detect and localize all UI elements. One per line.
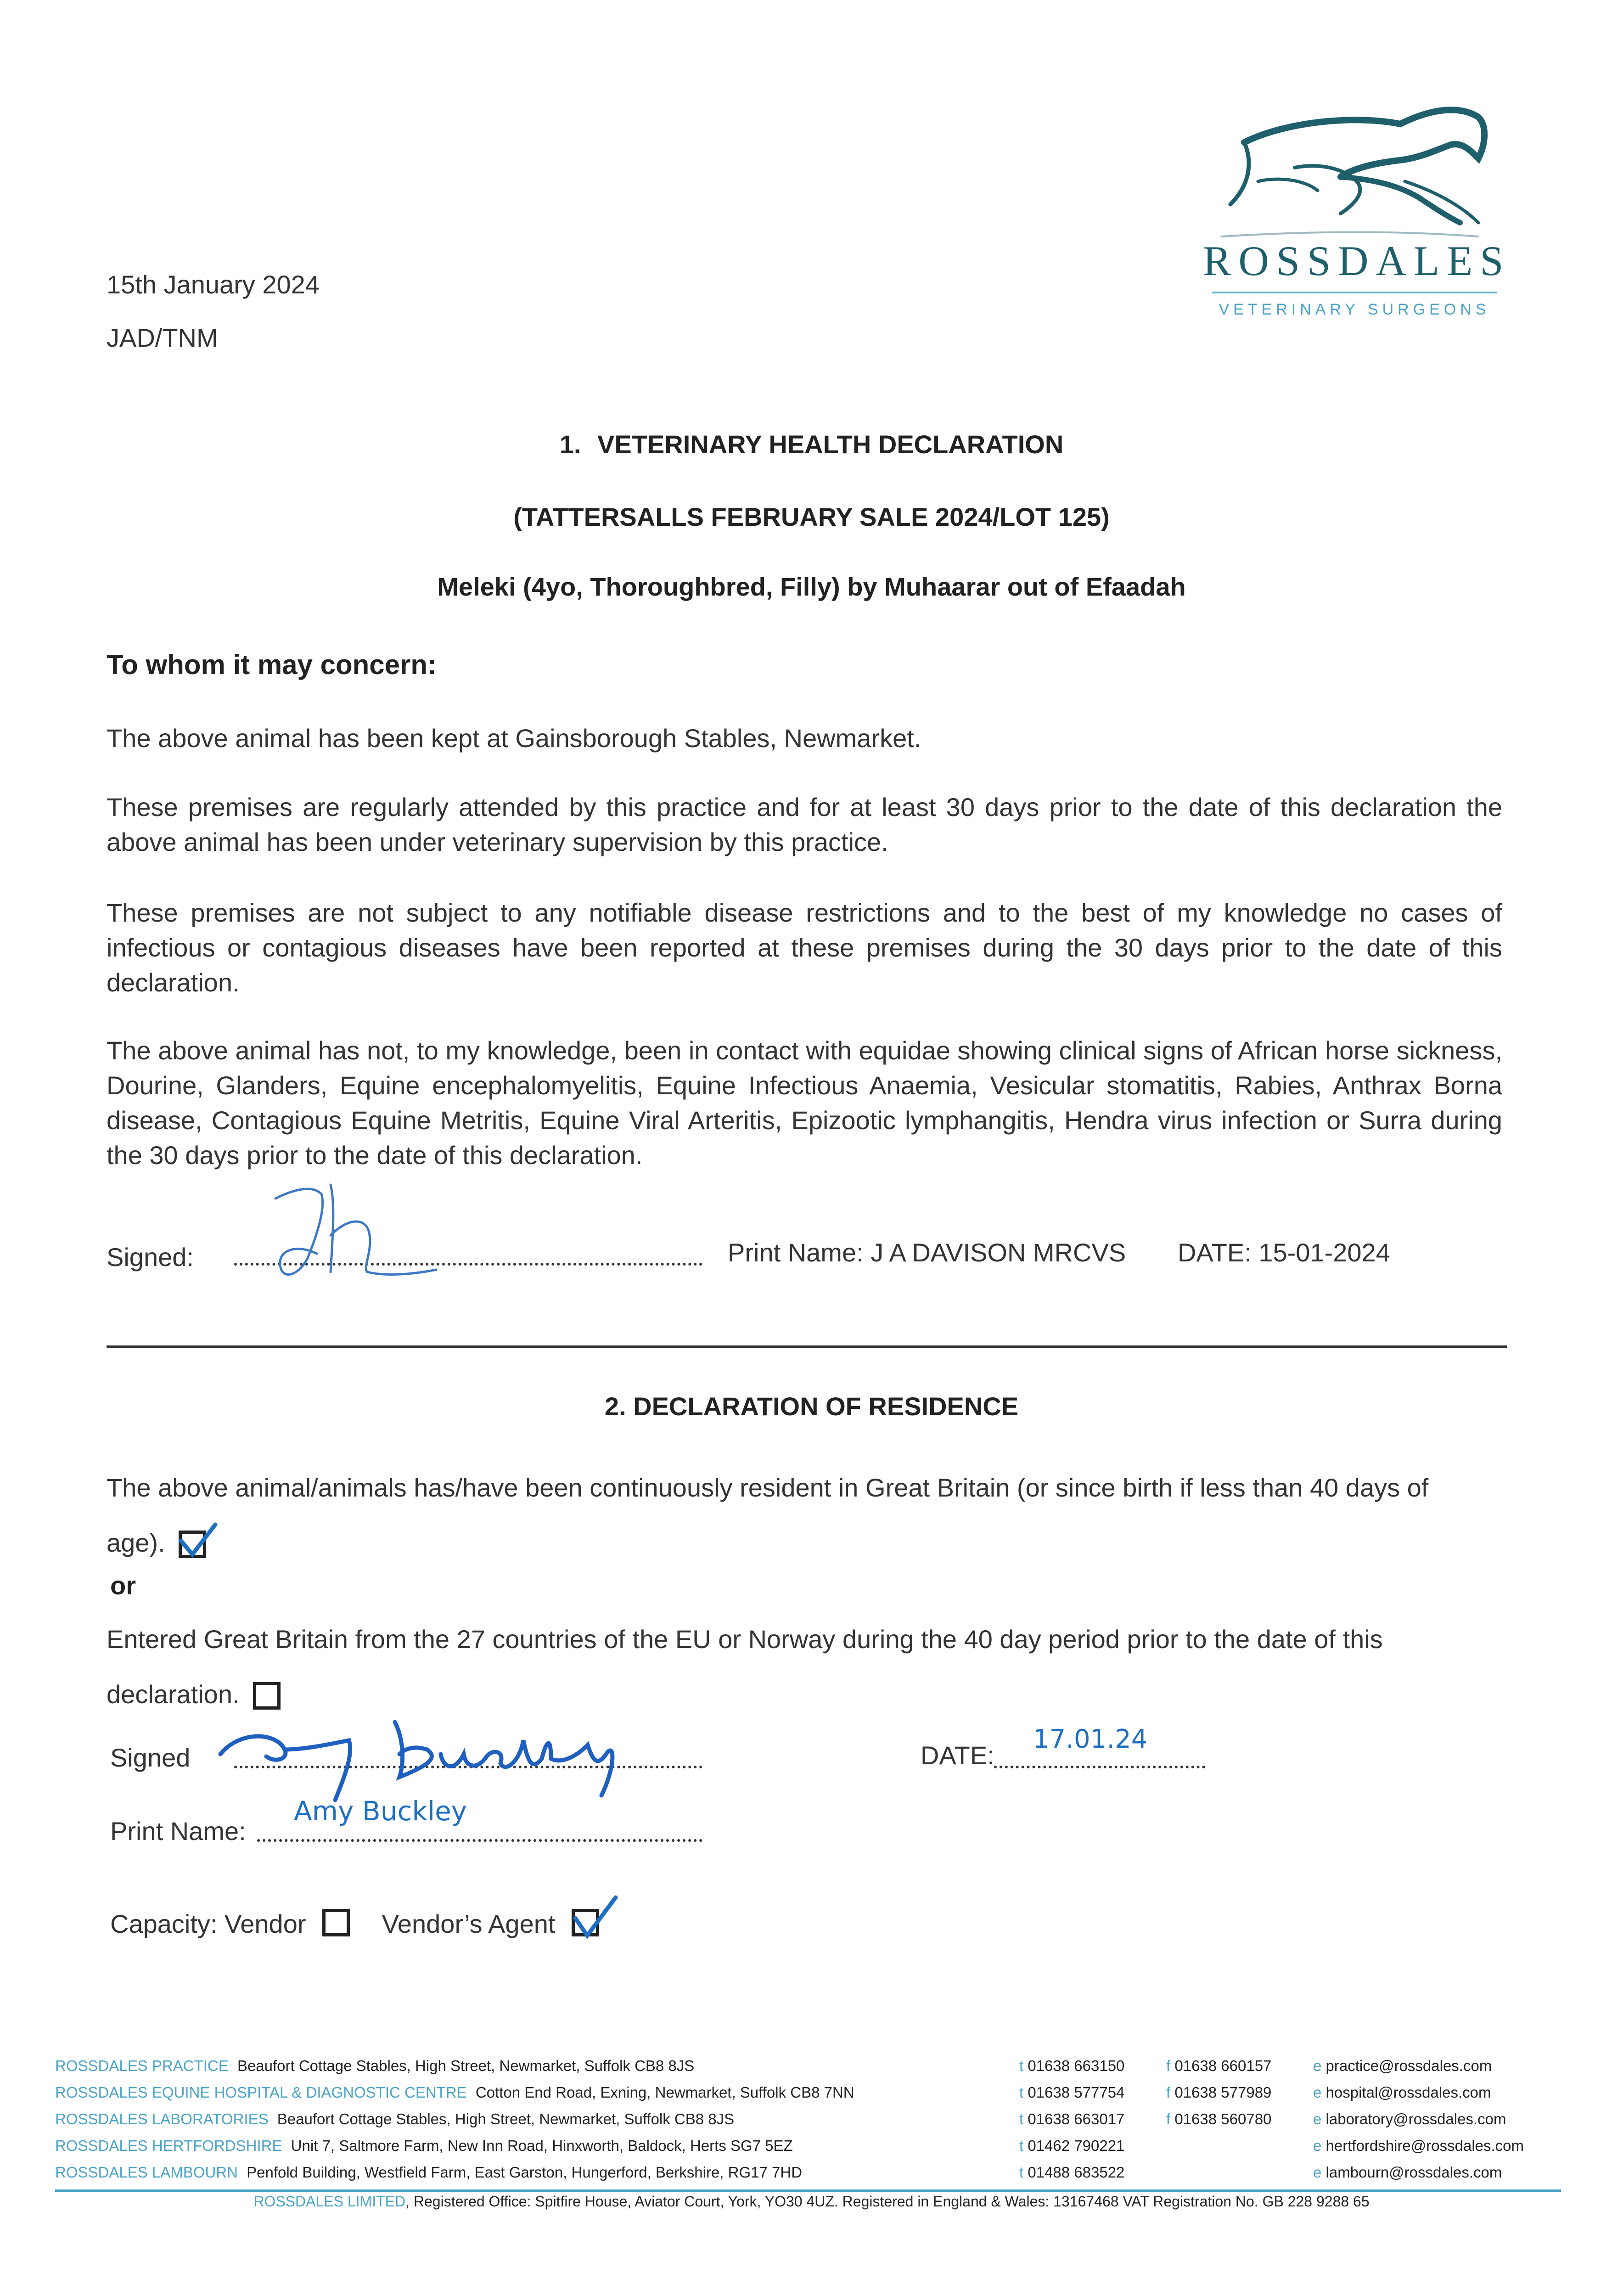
footer-lambourn-name: ROSSDALES LAMBOURN [55, 2164, 238, 2181]
footer-row: ROSSDALES PRACTICE Beaufort Cottage Stables, High Street, Newmarket, Suffolk CB8 8JS t 01638 663150 f 01638 660157 e practice@rossdales.com [55, 2057, 1492, 2074]
logo-subtitle: VETERINARY SURGEONS [1219, 301, 1490, 318]
salutation: To whom it may concern: [107, 649, 437, 680]
vet-signature-scribble-icon [248, 1166, 441, 1286]
footer-hertfordshire-name: ROSSDALES HERTFORDSHIRE [55, 2137, 282, 2154]
footer-laboratories-name: ROSSDALES LABORATORIES [55, 2110, 269, 2127]
vendor-checkbox[interactable] [322, 1909, 356, 1943]
agent-signature [211, 1713, 661, 1805]
agent-print-name-label: Print Name: [110, 1817, 246, 1846]
footer-hertfordshire-address: Unit 7, Saltmore Farm, New Inn Road, Hinxworth, Baldock, Herts SG7 5EZ [291, 2137, 793, 2154]
footer-hospital-address: Cotton End Road, Exning, Newmarket, Suffolk CB8 7NN [475, 2084, 854, 2101]
agent-signed-label: Signed [110, 1743, 191, 1772]
residence-option-2-text: Entered Great Britain from the 27 countries of the EU or Norway during the 40 day period prior to the date of this declaration. [107, 1625, 1383, 1709]
footer-hospital-fax: 01638 577989 [1174, 2084, 1272, 2101]
section1-heading [0, 427, 1623, 462]
footer-laboratories-fax: 01638 560780 [1174, 2110, 1272, 2127]
vet-signed-label: Signed: [107, 1243, 194, 1272]
section1-title: VETERINARY HEALTH DECLARATION [597, 430, 1064, 459]
section-divider [107, 1345, 1507, 1348]
section2-heading: 2. DECLARATION OF RESIDENCE [604, 1392, 1019, 1421]
footer-row: ROSSDALES EQUINE HOSPITAL & DIAGNOSTIC CENTRE Cotton End Road, Exning, Newmarket, Suffolk CB8 7NN t 01638 577754 f 01638 577989 e hospital@rossdales.com [55, 2084, 1491, 2101]
footer-hospital-tel: 01638 577754 [1028, 2084, 1125, 2101]
horse-logo-icon [1203, 99, 1506, 246]
footer-practice-tel: 01638 663150 [1028, 2057, 1125, 2074]
agent-print-name-value[interactable]: Amy Buckley [294, 1795, 467, 1827]
footer-laboratories-address: Beaufort Cottage Stables, High Street, Newmarket, Suffolk CB8 8JS [277, 2110, 735, 2127]
footer-practice-email[interactable]: practice@rossdales.com [1325, 2057, 1492, 2074]
agent-print-name-line [257, 1839, 702, 1842]
capacity-vendor-label: Capacity: Vendor [110, 1909, 306, 1938]
footer-contacts [55, 2053, 1570, 2186]
paragraph-premises: These premises are not subject to any notifiable disease restrictions and to the best of my knowledge no cases of infectious or contagious diseases have been reported at these premises during the 30 days prior to the date of this declaration. [107, 898, 1502, 997]
residence-option-1-checkbox[interactable] [179, 1528, 213, 1562]
footer-hospital-name: ROSSDALES EQUINE HOSPITAL & DIAGNOSTIC CENTRE [55, 2084, 467, 2101]
letter-reference: JAD/TNM [107, 323, 218, 352]
paragraph-diseases: The above animal has not, to my knowledge, been in contact with equidae showing clinical signs of African horse sickness, Dourine, Glanders, Equine encephalomyelitis, Equine Infectious Anaemia, Vesicular stomatitis, Rabies, Anthrax Borna disease, Contagious Equine Metritis, Equine Viral Arteritis, Epizootic lymphangitis, Hendra virus infection or Surra during the 30 days prior to the date of this declaration. [107, 1036, 1502, 1170]
logo-name: ROSSDALES [1203, 237, 1511, 284]
rossdales-logo [1203, 99, 1511, 338]
vendors-agent-label: Vendor’s Agent [382, 1909, 556, 1938]
section1-subheading: (TATTERSALLS FEBRUARY SALE 2024/LOT 125) [513, 502, 1110, 531]
agent-date-line [994, 1766, 1205, 1768]
residence-option-2-checkbox[interactable] [253, 1679, 287, 1713]
paragraph-supervision: These premises are regularly attended by this practice and for at least 30 days prior to the date of this declaration the above animal has been under veterinary supervision by this practice. [107, 793, 1502, 856]
footer-practice-fax: 01638 660157 [1174, 2057, 1272, 2074]
footer-lambourn-address: Penfold Building, Westfield Farm, East Garston, Hungerford, Berkshire, RG17 7HD [247, 2164, 803, 2181]
footer-laboratories-email[interactable]: laboratory@rossdales.com [1325, 2110, 1506, 2127]
footer-limited-name: ROSSDALES LIMITED [253, 2193, 406, 2210]
capacity-row [110, 1901, 606, 1947]
footer-hospital-email[interactable]: hospital@rossdales.com [1325, 2084, 1491, 2101]
paragraph-kept-at: The above animal has been kept at Gainsborough Stables, Newmarket. [107, 724, 921, 753]
footer-practice-address: Beaufort Cottage Stables, High Street, Newmarket, Suffolk CB8 8JS [237, 2057, 695, 2074]
vendors-agent-checkbox[interactable] [572, 1909, 606, 1943]
residence-option-1-text: The above animal/animals has/have been continuously resident in Great Britain (or since birth if less than 40 days of age). [107, 1473, 1429, 1557]
vet-date: DATE: 15-01-2024 [1178, 1238, 1390, 1267]
section1-number: 1. [559, 430, 581, 459]
horse-details: Meleki (4yo, Thoroughbred, Filly) by Muhaarar out of Efaadah [437, 572, 1186, 601]
footer-hertfordshire-email[interactable]: hertfordshire@rossdales.com [1325, 2137, 1524, 2154]
footer-laboratories-tel: 01638 663017 [1028, 2110, 1125, 2127]
footer-practice-name: ROSSDALES PRACTICE [55, 2057, 229, 2074]
footer-row: ROSSDALES LAMBOURN Penfold Building, Westfield Farm, East Garston, Hungerford, Berkshire, RG17 7HD t 01488 683522 e lambourn@rossdales.com [55, 2164, 1502, 2181]
checkmark-icon [176, 1522, 218, 1559]
footer-lambourn-email[interactable]: lambourn@rossdales.com [1325, 2164, 1502, 2181]
logo-divider [1212, 292, 1497, 293]
footer-limited-text: , Registered Office: Spitfire House, Aviator Court, York, YO30 4UZ. Registered in England & Wales: 13167468 VAT Registration No. GB 228 9288 65 [405, 2193, 1370, 2210]
agent-date-label: DATE: [921, 1741, 994, 1770]
footer-row: ROSSDALES LABORATORIES Beaufort Cottage Stables, High Street, Newmarket, Suffolk CB8 8JS t 01638 663017 f 01638 560780 e laboratory@rossdales.com [55, 2110, 1506, 2127]
checkmark-icon [570, 1895, 620, 1941]
footer-row: ROSSDALES HERTFORDSHIRE Unit 7, Saltmore Farm, New Inn Road, Hinxworth, Baldock, Herts SG7 5EZ t 01462 790221 e hertfordshire@rossdales.com [55, 2137, 1524, 2154]
vet-print-name: Print Name: J A DAVISON MRCVS [728, 1238, 1126, 1267]
vet-signature [248, 1166, 441, 1286]
residence-option-2 [107, 1612, 1438, 1722]
agent-signature-scribble-icon [211, 1713, 661, 1805]
letter-date: 15th January 2024 [107, 270, 320, 299]
footer-registration [0, 2188, 1623, 2215]
agent-date-value[interactable]: 17.01.24 [1033, 1724, 1148, 1754]
residence-option-1 [107, 1460, 1438, 1570]
footer-hertfordshire-tel: 01462 790221 [1028, 2137, 1125, 2154]
footer-lambourn-tel: 01488 683522 [1028, 2164, 1125, 2181]
or-label: or [110, 1571, 136, 1600]
